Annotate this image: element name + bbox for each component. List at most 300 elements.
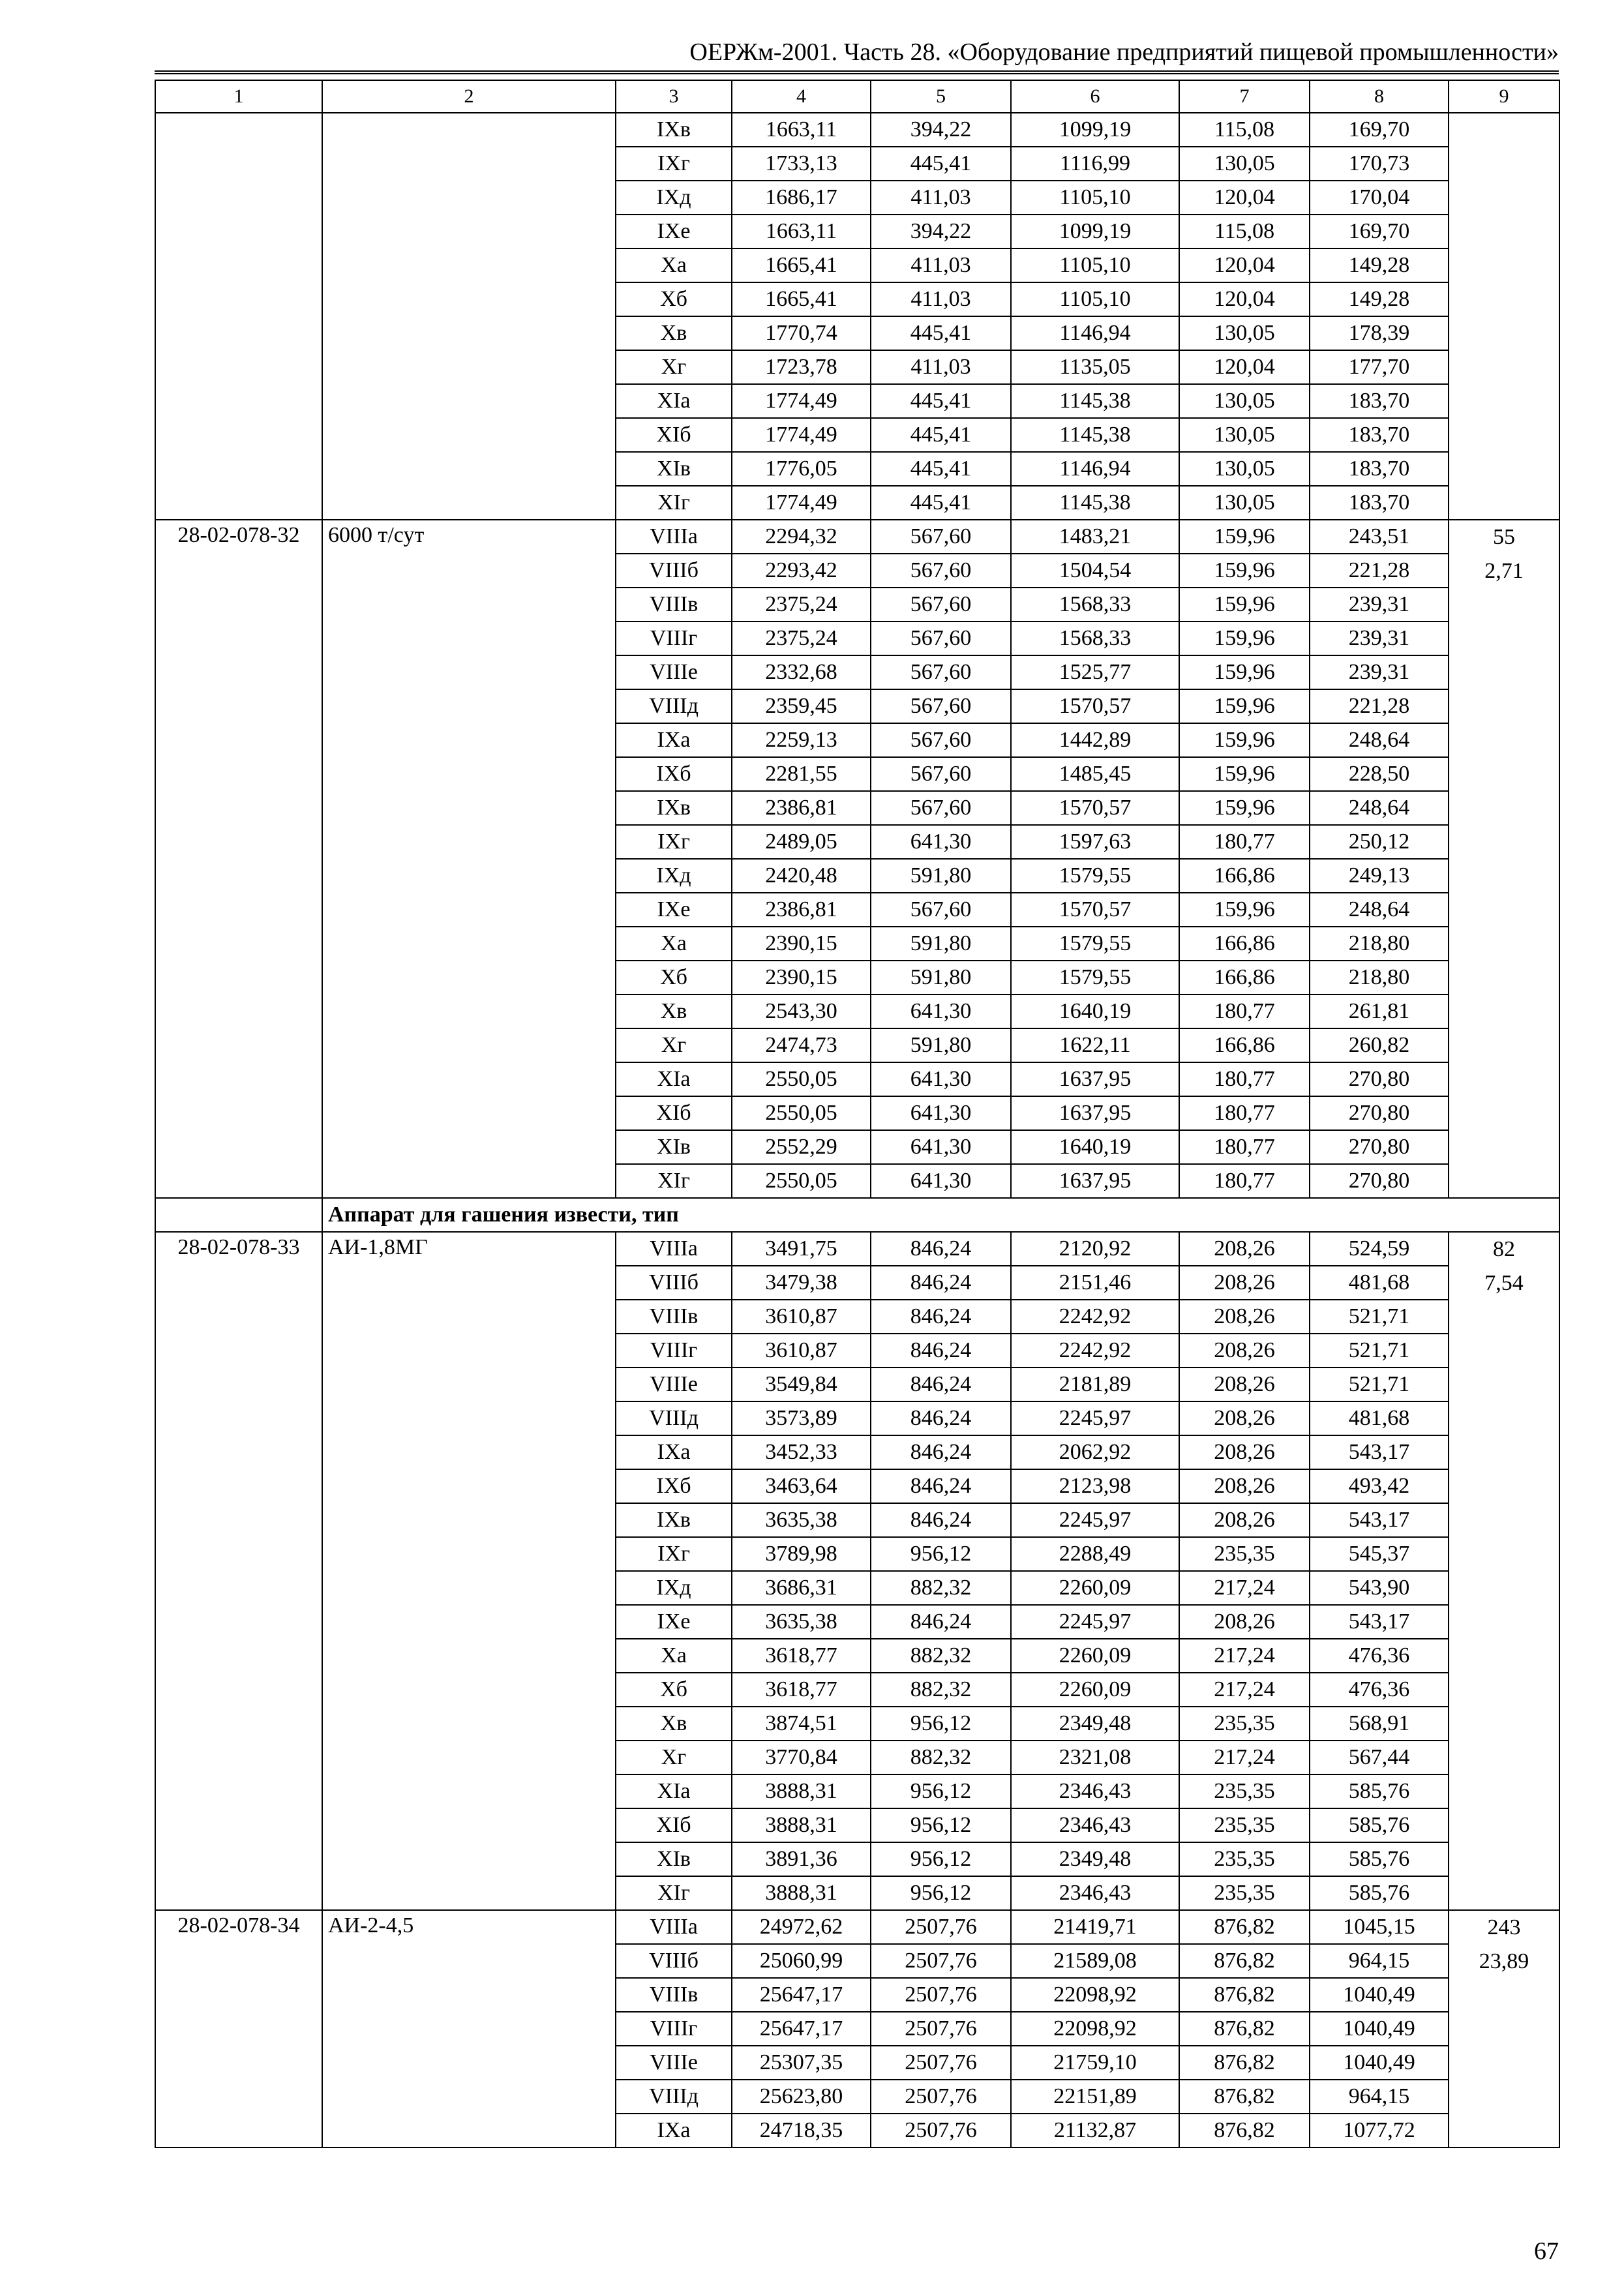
driver-wage: 876,82 <box>1179 1910 1310 1944</box>
section-heading: Аппарат для гашения извести, тип <box>322 1198 1559 1232</box>
machine-cost: 2123,98 <box>1011 1469 1179 1503</box>
driver-wage: 180,77 <box>1179 1164 1310 1198</box>
labor-cost: 567,60 <box>871 554 1011 588</box>
driver-wage: 208,26 <box>1179 1401 1310 1435</box>
driver-wage: 130,05 <box>1179 452 1310 486</box>
materials-cost: 243,51 <box>1310 520 1449 554</box>
total-cost: 24718,35 <box>732 2114 871 2147</box>
labor-costs-cell <box>1449 1232 1559 1910</box>
materials-cost: 1040,49 <box>1310 1978 1449 2012</box>
machine-cost: 1485,45 <box>1011 757 1179 791</box>
labor-cost: 956,12 <box>871 1537 1011 1571</box>
total-cost: 2332,68 <box>732 655 871 689</box>
labor-cost: 445,41 <box>871 147 1011 181</box>
total-cost: 3610,87 <box>732 1334 871 1368</box>
materials-cost: 183,70 <box>1310 418 1449 452</box>
row-region-code: IXа <box>616 723 732 757</box>
labor-cost: 567,60 <box>871 520 1011 554</box>
machinist-labor-value: 2,71 <box>1484 559 1524 583</box>
machine-cost: 2242,92 <box>1011 1334 1179 1368</box>
labor-cost: 445,41 <box>871 384 1011 418</box>
materials-cost: 249,13 <box>1310 859 1449 893</box>
total-cost: 2390,15 <box>732 961 871 995</box>
labor-costs-cell <box>1449 1910 1559 2147</box>
position-code <box>155 113 322 520</box>
row-region-code: VIIIд <box>616 1401 732 1435</box>
total-cost: 3686,31 <box>732 1571 871 1605</box>
row-region-code: VIIIа <box>616 1910 732 1944</box>
total-cost: 3874,51 <box>732 1707 871 1741</box>
driver-wage: 120,04 <box>1179 282 1310 316</box>
materials-cost: 177,70 <box>1310 350 1449 384</box>
machine-cost: 1442,89 <box>1011 723 1179 757</box>
total-cost: 3888,31 <box>732 1774 871 1808</box>
running-header: ОЕРЖм-2001. Часть 28. «Оборудование предприятий пищевой промышленности» <box>689 38 1559 66</box>
driver-wage: 876,82 <box>1179 1978 1310 2012</box>
driver-wage: 208,26 <box>1179 1605 1310 1639</box>
materials-cost: 270,80 <box>1310 1130 1449 1164</box>
row-region-code: IXа <box>616 1435 732 1469</box>
driver-wage: 120,04 <box>1179 350 1310 384</box>
row-region-code: IXг <box>616 825 732 859</box>
materials-cost: 521,71 <box>1310 1368 1449 1401</box>
row-region-code: XIб <box>616 1096 732 1130</box>
total-cost: 3452,33 <box>732 1435 871 1469</box>
total-cost: 25060,99 <box>732 1944 871 1978</box>
driver-wage: 166,86 <box>1179 859 1310 893</box>
row-region-code: VIIIв <box>616 1978 732 2012</box>
position-name: АИ-2-4,5 <box>322 1910 616 2147</box>
labor-cost: 591,80 <box>871 927 1011 961</box>
row-region-code: Xа <box>616 248 732 282</box>
labor-costs-cell <box>1449 113 1559 520</box>
materials-cost: 270,80 <box>1310 1096 1449 1130</box>
row-region-code: IXг <box>616 1537 732 1571</box>
row-region-code: Xг <box>616 1028 732 1062</box>
total-cost: 3549,84 <box>732 1368 871 1401</box>
labor-cost: 591,80 <box>871 961 1011 995</box>
machine-cost: 1570,57 <box>1011 689 1179 723</box>
driver-wage: 166,86 <box>1179 927 1310 961</box>
total-cost: 2281,55 <box>732 757 871 791</box>
column-number: 9 <box>1449 80 1559 113</box>
machine-cost: 2245,97 <box>1011 1401 1179 1435</box>
total-cost: 1733,13 <box>732 147 871 181</box>
driver-wage: 159,96 <box>1179 723 1310 757</box>
materials-cost: 261,81 <box>1310 995 1449 1028</box>
column-number: 8 <box>1310 80 1449 113</box>
materials-cost: 1040,49 <box>1310 2046 1449 2080</box>
materials-cost: 250,12 <box>1310 825 1449 859</box>
labor-cost: 846,24 <box>871 1401 1011 1435</box>
driver-wage: 130,05 <box>1179 486 1310 520</box>
materials-cost: 260,82 <box>1310 1028 1449 1062</box>
labor-cost: 882,32 <box>871 1571 1011 1605</box>
position-name: АИ-1,8МГ <box>322 1232 616 1910</box>
labor-cost: 567,60 <box>871 757 1011 791</box>
labor-cost: 846,24 <box>871 1300 1011 1334</box>
driver-wage: 876,82 <box>1179 2080 1310 2114</box>
total-cost: 3635,38 <box>732 1503 871 1537</box>
labor-cost: 846,24 <box>871 1334 1011 1368</box>
row-region-code: VIIIб <box>616 1944 732 1978</box>
row-region-code: IXд <box>616 181 732 215</box>
machine-cost: 1105,10 <box>1011 181 1179 215</box>
machine-cost: 22098,92 <box>1011 2012 1179 2046</box>
machine-cost: 1579,55 <box>1011 927 1179 961</box>
total-cost: 3618,77 <box>732 1673 871 1707</box>
labor-cost: 641,30 <box>871 825 1011 859</box>
driver-wage: 208,26 <box>1179 1266 1310 1300</box>
total-cost: 2420,48 <box>732 859 871 893</box>
column-number: 2 <box>322 80 616 113</box>
materials-cost: 481,68 <box>1310 1266 1449 1300</box>
labor-cost: 641,30 <box>871 995 1011 1028</box>
materials-cost: 543,17 <box>1310 1435 1449 1469</box>
total-cost: 1686,17 <box>732 181 871 215</box>
machinist-labor-value: 7,54 <box>1484 1271 1524 1295</box>
machine-cost: 1145,38 <box>1011 384 1179 418</box>
worker-labor-value: 55 <box>1493 525 1515 549</box>
driver-wage: 208,26 <box>1179 1300 1310 1334</box>
machine-cost: 1637,95 <box>1011 1096 1179 1130</box>
driver-wage: 120,04 <box>1179 248 1310 282</box>
labor-cost: 567,60 <box>871 588 1011 621</box>
materials-cost: 248,64 <box>1310 791 1449 825</box>
machine-cost: 1597,63 <box>1011 825 1179 859</box>
materials-cost: 964,15 <box>1310 2080 1449 2114</box>
total-cost: 2550,05 <box>732 1164 871 1198</box>
labor-cost: 411,03 <box>871 248 1011 282</box>
labor-cost: 846,24 <box>871 1368 1011 1401</box>
table-row <box>155 1910 1559 1944</box>
row-region-code: IXв <box>616 113 732 147</box>
labor-cost: 411,03 <box>871 181 1011 215</box>
row-region-code: IXб <box>616 757 732 791</box>
machine-cost: 2346,43 <box>1011 1876 1179 1910</box>
column-number: 6 <box>1011 80 1179 113</box>
total-cost: 3635,38 <box>732 1605 871 1639</box>
machine-cost: 1145,38 <box>1011 418 1179 452</box>
machine-cost: 2321,08 <box>1011 1741 1179 1774</box>
labor-cost: 882,32 <box>871 1741 1011 1774</box>
driver-wage: 217,24 <box>1179 1639 1310 1673</box>
column-number: 5 <box>871 80 1011 113</box>
total-cost: 2375,24 <box>732 588 871 621</box>
driver-wage: 159,96 <box>1179 791 1310 825</box>
total-cost: 3891,36 <box>732 1842 871 1876</box>
row-region-code: Xв <box>616 995 732 1028</box>
total-cost: 2543,30 <box>732 995 871 1028</box>
total-cost: 25647,17 <box>732 1978 871 2012</box>
driver-wage: 180,77 <box>1179 1062 1310 1096</box>
materials-cost: 543,17 <box>1310 1503 1449 1537</box>
driver-wage: 876,82 <box>1179 2046 1310 2080</box>
total-cost: 25623,80 <box>732 2080 871 2114</box>
total-cost: 2550,05 <box>732 1062 871 1096</box>
total-cost: 3789,98 <box>732 1537 871 1571</box>
machine-cost: 2288,49 <box>1011 1537 1179 1571</box>
materials-cost: 521,71 <box>1310 1300 1449 1334</box>
row-region-code: IXе <box>616 1605 732 1639</box>
row-region-code: VIIIв <box>616 1300 732 1334</box>
labor-cost: 641,30 <box>871 1062 1011 1096</box>
materials-cost: 476,36 <box>1310 1639 1449 1673</box>
row-region-code: XIг <box>616 1164 732 1198</box>
total-cost: 1665,41 <box>732 282 871 316</box>
driver-wage: 208,26 <box>1179 1435 1310 1469</box>
total-cost: 1723,78 <box>732 350 871 384</box>
materials-cost: 585,76 <box>1310 1876 1449 1910</box>
labor-cost: 846,24 <box>871 1469 1011 1503</box>
driver-wage: 159,96 <box>1179 554 1310 588</box>
labor-cost: 956,12 <box>871 1876 1011 1910</box>
row-region-code: XIа <box>616 384 732 418</box>
driver-wage: 208,26 <box>1179 1368 1310 1401</box>
row-region-code: VIIIе <box>616 655 732 689</box>
machine-cost: 1568,33 <box>1011 588 1179 621</box>
driver-wage: 876,82 <box>1179 2114 1310 2147</box>
labor-cost: 882,32 <box>871 1673 1011 1707</box>
machine-cost: 1105,10 <box>1011 248 1179 282</box>
worker-labor-value: 82 <box>1493 1237 1515 1261</box>
row-region-code: Xг <box>616 1741 732 1774</box>
total-cost: 2386,81 <box>732 791 871 825</box>
total-cost: 2474,73 <box>732 1028 871 1062</box>
materials-cost: 270,80 <box>1310 1164 1449 1198</box>
driver-wage: 180,77 <box>1179 825 1310 859</box>
labor-cost: 567,60 <box>871 621 1011 655</box>
row-region-code: XIв <box>616 452 732 486</box>
row-region-code: XIв <box>616 1842 732 1876</box>
driver-wage: 159,96 <box>1179 655 1310 689</box>
total-cost: 3463,64 <box>732 1469 871 1503</box>
materials-cost: 183,70 <box>1310 486 1449 520</box>
row-region-code: Xа <box>616 1639 732 1673</box>
materials-cost: 239,31 <box>1310 621 1449 655</box>
row-region-code: VIIIд <box>616 2080 732 2114</box>
machine-cost: 1145,38 <box>1011 486 1179 520</box>
machine-cost: 1146,94 <box>1011 452 1179 486</box>
machine-cost: 1568,33 <box>1011 621 1179 655</box>
materials-cost: 228,50 <box>1310 757 1449 791</box>
page-number: 67 <box>1534 2237 1559 2265</box>
row-region-code: Xб <box>616 1673 732 1707</box>
labor-cost: 411,03 <box>871 282 1011 316</box>
driver-wage: 130,05 <box>1179 418 1310 452</box>
total-cost: 2375,24 <box>732 621 871 655</box>
row-region-code: VIIIб <box>616 1266 732 1300</box>
total-cost: 1774,49 <box>732 384 871 418</box>
total-cost: 2359,45 <box>732 689 871 723</box>
table-row <box>155 1232 1559 1266</box>
labor-cost: 2507,76 <box>871 2046 1011 2080</box>
materials-cost: 524,59 <box>1310 1232 1449 1266</box>
labor-cost: 394,22 <box>871 113 1011 147</box>
driver-wage: 180,77 <box>1179 1096 1310 1130</box>
machine-cost: 2260,09 <box>1011 1673 1179 1707</box>
materials-cost: 493,42 <box>1310 1469 1449 1503</box>
labor-cost: 846,24 <box>871 1435 1011 1469</box>
table-row <box>155 520 1559 554</box>
materials-cost: 543,17 <box>1310 1605 1449 1639</box>
materials-cost: 1040,49 <box>1310 2012 1449 2046</box>
labor-cost: 2507,76 <box>871 2012 1011 2046</box>
total-cost: 1665,41 <box>732 248 871 282</box>
total-cost: 1776,05 <box>732 452 871 486</box>
machine-cost: 21419,71 <box>1011 1910 1179 1944</box>
total-cost: 3479,38 <box>732 1266 871 1300</box>
labor-cost: 445,41 <box>871 452 1011 486</box>
position-code: 28-02-078-33 <box>155 1232 322 1910</box>
labor-cost: 2507,76 <box>871 2114 1011 2147</box>
total-cost: 2552,29 <box>732 1130 871 1164</box>
materials-cost: 585,76 <box>1310 1808 1449 1842</box>
labor-cost: 2507,76 <box>871 1944 1011 1978</box>
total-cost: 1663,11 <box>732 113 871 147</box>
machine-cost: 1116,99 <box>1011 147 1179 181</box>
driver-wage: 208,26 <box>1179 1469 1310 1503</box>
driver-wage: 235,35 <box>1179 1537 1310 1571</box>
machine-cost: 1640,19 <box>1011 995 1179 1028</box>
total-cost: 1770,74 <box>732 316 871 350</box>
materials-cost: 248,64 <box>1310 893 1449 927</box>
total-cost: 1774,49 <box>732 418 871 452</box>
materials-cost: 1077,72 <box>1310 2114 1449 2147</box>
materials-cost: 567,44 <box>1310 1741 1449 1774</box>
table-row <box>155 113 1559 147</box>
header-double-rule <box>155 70 1559 74</box>
driver-wage: 876,82 <box>1179 1944 1310 1978</box>
machine-cost: 22151,89 <box>1011 2080 1179 2114</box>
total-cost: 2259,13 <box>732 723 871 757</box>
column-number: 4 <box>732 80 871 113</box>
row-region-code: IXг <box>616 147 732 181</box>
driver-wage: 120,04 <box>1179 181 1310 215</box>
row-region-code: XIа <box>616 1062 732 1096</box>
driver-wage: 166,86 <box>1179 1028 1310 1062</box>
machine-cost: 2062,92 <box>1011 1435 1179 1469</box>
materials-cost: 170,73 <box>1310 147 1449 181</box>
labor-cost: 956,12 <box>871 1707 1011 1741</box>
driver-wage: 217,24 <box>1179 1673 1310 1707</box>
machine-cost: 1504,54 <box>1011 554 1179 588</box>
machine-cost: 1622,11 <box>1011 1028 1179 1062</box>
column-number: 3 <box>616 80 732 113</box>
row-region-code: XIб <box>616 1808 732 1842</box>
driver-wage: 115,08 <box>1179 215 1310 248</box>
labor-cost: 641,30 <box>871 1130 1011 1164</box>
labor-cost: 846,24 <box>871 1605 1011 1639</box>
total-cost: 2294,32 <box>732 520 871 554</box>
machine-cost: 2260,09 <box>1011 1571 1179 1605</box>
machine-cost: 1570,57 <box>1011 893 1179 927</box>
materials-cost: 221,28 <box>1310 554 1449 588</box>
machine-cost: 1146,94 <box>1011 316 1179 350</box>
materials-cost: 964,15 <box>1310 1944 1449 1978</box>
machine-cost: 1099,19 <box>1011 113 1179 147</box>
machine-cost: 21589,08 <box>1011 1944 1179 1978</box>
driver-wage: 208,26 <box>1179 1334 1310 1368</box>
materials-cost: 545,37 <box>1310 1537 1449 1571</box>
machine-cost: 1570,57 <box>1011 791 1179 825</box>
machine-cost: 2120,92 <box>1011 1232 1179 1266</box>
row-region-code: IXд <box>616 1571 732 1605</box>
row-region-code: IXд <box>616 859 732 893</box>
driver-wage: 159,96 <box>1179 520 1310 554</box>
labor-cost: 567,60 <box>871 723 1011 757</box>
row-region-code: IXа <box>616 2114 732 2147</box>
section-heading-row <box>155 1198 1559 1232</box>
total-cost: 3491,75 <box>732 1232 871 1266</box>
driver-wage: 235,35 <box>1179 1876 1310 1910</box>
total-cost: 2386,81 <box>732 893 871 927</box>
driver-wage: 208,26 <box>1179 1232 1310 1266</box>
driver-wage: 876,82 <box>1179 2012 1310 2046</box>
driver-wage: 180,77 <box>1179 1130 1310 1164</box>
machine-cost: 2260,09 <box>1011 1639 1179 1673</box>
row-region-code: VIIIа <box>616 520 732 554</box>
row-region-code: Xг <box>616 350 732 384</box>
total-cost: 2390,15 <box>732 927 871 961</box>
machine-cost: 21759,10 <box>1011 2046 1179 2080</box>
driver-wage: 180,77 <box>1179 995 1310 1028</box>
driver-wage: 166,86 <box>1179 961 1310 995</box>
machine-cost: 1579,55 <box>1011 961 1179 995</box>
machine-cost: 2151,46 <box>1011 1266 1179 1300</box>
driver-wage: 217,24 <box>1179 1741 1310 1774</box>
materials-cost: 521,71 <box>1310 1334 1449 1368</box>
labor-cost: 2507,76 <box>871 2080 1011 2114</box>
row-region-code: XIг <box>616 1876 732 1910</box>
machine-cost: 22098,92 <box>1011 1978 1179 2012</box>
machine-cost: 1135,05 <box>1011 350 1179 384</box>
labor-cost: 2507,76 <box>871 1978 1011 2012</box>
materials-cost: 221,28 <box>1310 689 1449 723</box>
total-cost: 2550,05 <box>732 1096 871 1130</box>
row-region-code: VIIIе <box>616 1368 732 1401</box>
materials-cost: 481,68 <box>1310 1401 1449 1435</box>
labor-cost: 956,12 <box>871 1842 1011 1876</box>
column-number: 1 <box>155 80 322 113</box>
machine-cost: 1105,10 <box>1011 282 1179 316</box>
materials-cost: 183,70 <box>1310 384 1449 418</box>
machine-cost: 1637,95 <box>1011 1164 1179 1198</box>
row-region-code: XIб <box>616 418 732 452</box>
row-region-code: Xб <box>616 282 732 316</box>
machine-cost: 2242,92 <box>1011 1300 1179 1334</box>
driver-wage: 130,05 <box>1179 147 1310 181</box>
materials-cost: 178,39 <box>1310 316 1449 350</box>
labor-cost: 2507,76 <box>871 1910 1011 1944</box>
driver-wage: 235,35 <box>1179 1842 1310 1876</box>
machine-cost: 1525,77 <box>1011 655 1179 689</box>
driver-wage: 130,05 <box>1179 384 1310 418</box>
total-cost: 25307,35 <box>732 2046 871 2080</box>
machine-cost: 21132,87 <box>1011 2114 1179 2147</box>
row-region-code: VIIIб <box>616 554 732 588</box>
materials-cost: 169,70 <box>1310 113 1449 147</box>
labor-cost: 956,12 <box>871 1808 1011 1842</box>
row-region-code: VIIIа <box>616 1232 732 1266</box>
labor-cost: 591,80 <box>871 859 1011 893</box>
row-region-code: Xб <box>616 961 732 995</box>
driver-wage: 159,96 <box>1179 689 1310 723</box>
materials-cost: 476,36 <box>1310 1673 1449 1707</box>
table-body <box>155 80 1559 2147</box>
materials-cost: 270,80 <box>1310 1062 1449 1096</box>
total-cost: 3610,87 <box>732 1300 871 1334</box>
